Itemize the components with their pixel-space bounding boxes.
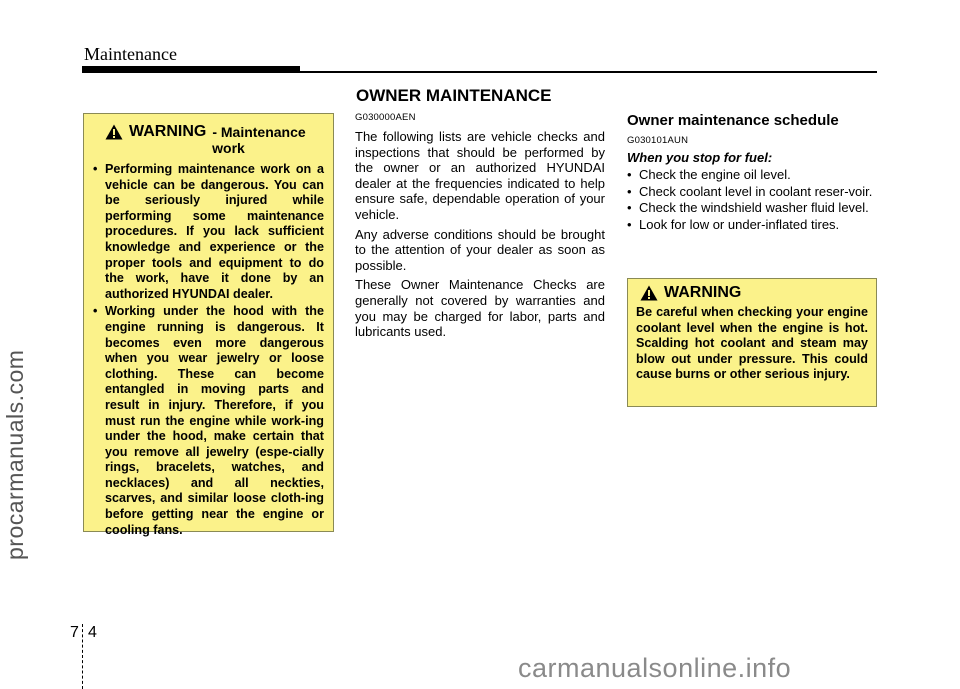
checklist-item: • Look for low or under-inflated tires. (627, 217, 877, 233)
header-title: Maintenance (84, 44, 177, 64)
side-watermark: procarmanuals.com (2, 349, 28, 560)
section-title: OWNER MAINTENANCE (356, 86, 552, 105)
fuel-stop-heading: When you stop for fuel: (627, 150, 773, 165)
schedule-title: Owner maintenance schedule (627, 112, 839, 129)
paragraph: These Owner Maintenance Checks are generally not covered by warranties and you may be charged for labor, parts and lubricants used. (355, 277, 605, 340)
chapter-number: 7 (70, 624, 79, 641)
warning-subtitle-continued: work (212, 140, 245, 156)
warning-list-item: • Working under the hood with the engine running is dangerous. It becomes even more dangerous when you wear jewelry or loose clothing. These can become entangled in moving parts and result in injury. Therefore, if you must run the engine while work-ing under the hood, make certain that you remove all jewelry (espe-cially rings, bracelets, watches, and necklaces) and all neckties, scarves, and similar loose cloth-ing before getting near the engine or cooling fans. (93, 304, 324, 538)
warning-heading (93, 124, 324, 140)
paragraph: The following lists are vehicle checks and inspections that should be performed by the owner or an authorized HYUNDAI dealer at the frequencies indicated to help ensure safe, dependable operation of your vehicle. (355, 129, 605, 222)
warning-body: Be careful when checking your engine coolant level when the engine is hot. Scalding hot coolant and steam may blow out under pressure. This could cause burns or other serious injury. (636, 305, 868, 382)
section-code: G030000AEN (355, 112, 416, 123)
right-column (627, 112, 877, 233)
warning-triangle-icon (640, 285, 658, 301)
schedule-code: G030101AUN (627, 135, 689, 146)
warning-heading (636, 285, 868, 301)
checklist-item: • Check the engine oil level. (627, 167, 877, 183)
checklist-item: • Check coolant level in coolant reser-voir. (627, 184, 877, 200)
paragraph: Any adverse conditions should be brought to the attention of your dealer as soon as possible. (355, 226, 605, 273)
middle-column (355, 112, 605, 344)
warning-list (93, 162, 324, 538)
fuel-stop-checklist (627, 167, 877, 232)
page-number: 4 (88, 624, 97, 641)
coolant-warning-box (627, 278, 877, 407)
warning-title: WARNING (664, 284, 742, 301)
bottom-watermark: carmanualsonline.info (518, 653, 792, 683)
header-bar-thin (300, 71, 877, 73)
warning-title: WARNING (129, 123, 207, 140)
header-bar-thick (82, 66, 300, 73)
warning-triangle-icon (105, 124, 123, 140)
checklist-item: • Check the windshield washer fluid level. (627, 200, 877, 216)
page-divider (82, 624, 84, 689)
maintenance-warning-box (83, 113, 334, 537)
warning-subtitle: - Maintenance (212, 124, 306, 140)
warning-list-item: • Performing maintenance work on a vehicle can be dangerous. You can be seriously injured while performing some maintenance procedures. If you lack sufficient knowledge and experience or the proper tools and equipment to do the work, have it done by an authorized HYUNDAI dealer. (93, 162, 324, 302)
